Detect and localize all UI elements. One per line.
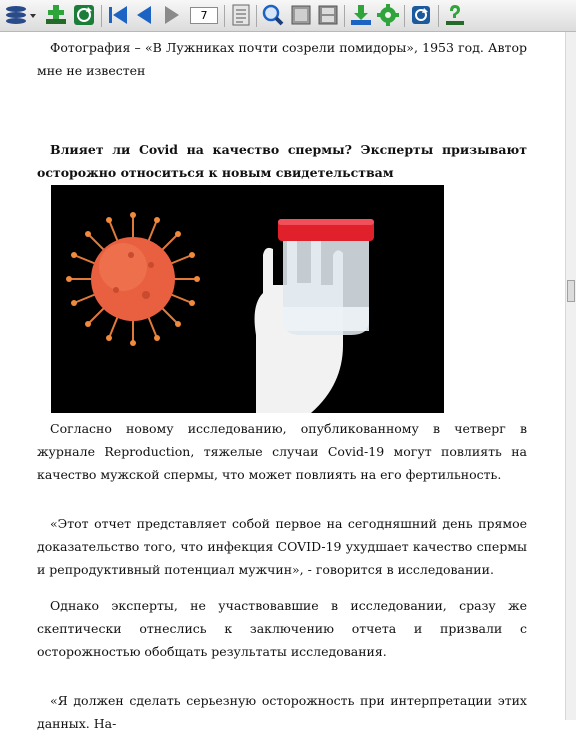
article-image [51,185,444,413]
page-list-icon[interactable] [229,3,253,27]
vertical-scrollbar[interactable] [565,32,576,720]
paragraph-2: «Этот отчет представляет собой первое на сегодняшний день прямое доказательство того, что инфекция COVID-19 ухудшает качество спермы и репродуктивный потенциал мужчин», - говорится в исследовании. [37,516,527,577]
settings-icon[interactable] [376,3,400,27]
sample-container-illustration [255,219,374,413]
add-icon[interactable] [44,3,68,27]
prev-page-icon[interactable] [132,3,156,27]
zoom-icon[interactable] [261,3,285,27]
virus-illustration [66,212,200,346]
sync-icon[interactable] [409,3,433,27]
photo-caption: Фотография – «В Лужниках почти созрели помидоры», 1953 год. Автор мне не известен [37,40,527,78]
refresh-icon[interactable] [72,3,96,27]
book-open-icon[interactable] [316,3,340,27]
first-page-icon[interactable] [106,3,130,27]
menu-icon[interactable] [4,3,36,27]
help-icon[interactable] [443,3,467,27]
book-icon[interactable] [289,3,313,27]
paragraph-4: «Я должен сделать серьезную осторожность при интерпретации этих данных. На- [37,693,527,731]
scrollbar-thumb[interactable] [567,280,575,302]
page-number-input[interactable]: 7 [190,7,218,24]
article-heading: Влияет ли Covid на качество спермы? Эксперты призывают осторожно относиться к новым свидетельствам [37,142,527,180]
toolbar [0,0,576,32]
paragraph-3: Однако эксперты, не участвовавшие в исследовании, сразу же скептически отнеслись к заключению отчета и призвали с осторожностью обобщать результаты исследования. [37,598,527,659]
download-icon[interactable] [349,3,373,27]
next-page-icon[interactable] [160,3,184,27]
paragraph-1: Согласно новому исследованию, опубликованному в четверг в журнале Reproduction, тяжелые случаи Covid-19 могут повлиять на качество мужской спермы, что может повлиять на его фертильность. [37,421,527,482]
